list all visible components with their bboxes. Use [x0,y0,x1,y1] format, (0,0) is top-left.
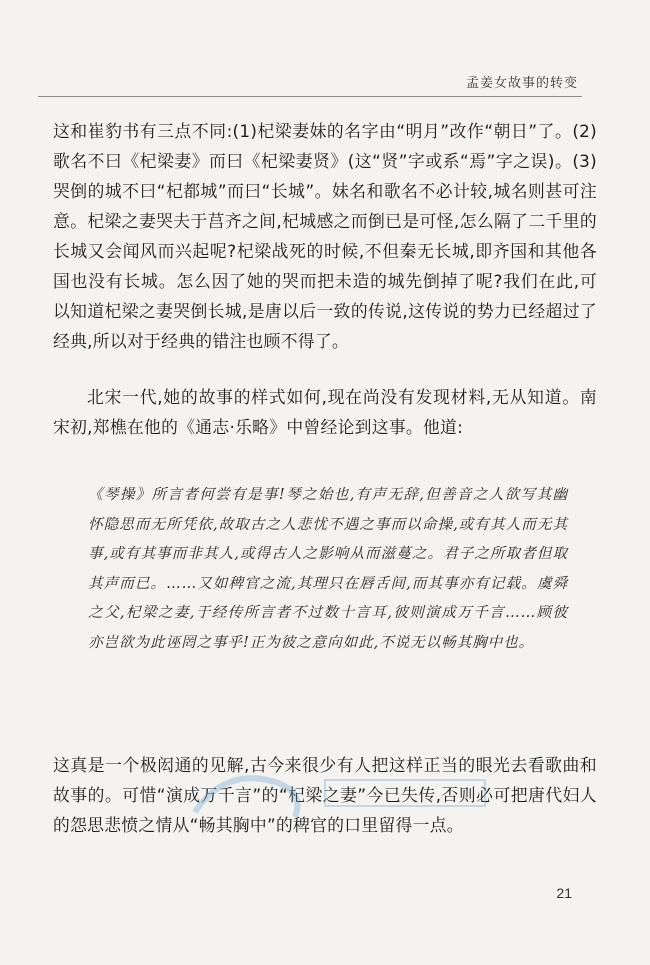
block-quote: 《琴操》所言者何尝有是事!琴之始也,有声无辞,但善音之人欲写其幽怀隐思而无所凭依,故取古之人悲忧不遇之事而以命操,或有其人而无其事,或有其事而非其人,或得古人之影响从而滋蔓之。君子之所取者但取其声而已。……又如稗官之流,其理只在唇舌间,而其事亦有记载。虞舜之父,杞梁之妻,于经传所言者不过数十言耳,彼则演成万千言……顾彼亦岂欲为此诬罔之事乎!正为彼之意向如此,不说无以畅其胸中也。 [88,486,568,651]
running-title: 孟姜女故事的转变 [465,76,578,91]
paragraph-3: 这真是一个极闳通的见解,古今来很少有人把这样正当的眼光去看歌曲和故事的。可惜“演成万千言”的“杞梁之妻”今已失传,否则必可把唐代妇人的怨思悲愤之情从“畅其胸中”的稗官的口里留得一点。 [53,755,597,835]
paragraph-2: 北宋一代,她的故事的样式如何,现在尚没有发现材料,无从知道。南宋初,郑樵在他的《通志·乐略》中曾经论到这事。他道: [53,387,597,437]
header-rule [38,96,582,97]
paragraph-1: 这和崔豹书有三点不同:(1)杞梁妻妹的名字由“明月”改作“朝日”了。(2)歌名不曰《杞梁妻》而曰《杞梁妻贤》(这“贤”字或系“焉”字之误)。(3)哭倒的城不曰“杞都城”而曰“长城”。妹名和歌名不必计较,城名则甚可注意。杞梁之妻哭夫于莒齐之间,杞城感之而倒已是可怪,怎么隔了二千里的长城又会闻风而兴起呢?杞梁战死的时候,不但秦无长城,即齐国和其他各国也没有长城。怎么因了她的哭而把未造的城先倒掉了呢?我们在此,可以知道杞梁之妻哭倒长城,是唐以后一致的传说,这传说的势力已经超过了经典,所以对于经典的错注也顾不得了。 [53,121,597,351]
page-number: 21 [556,885,572,901]
running-header [0,58,650,96]
